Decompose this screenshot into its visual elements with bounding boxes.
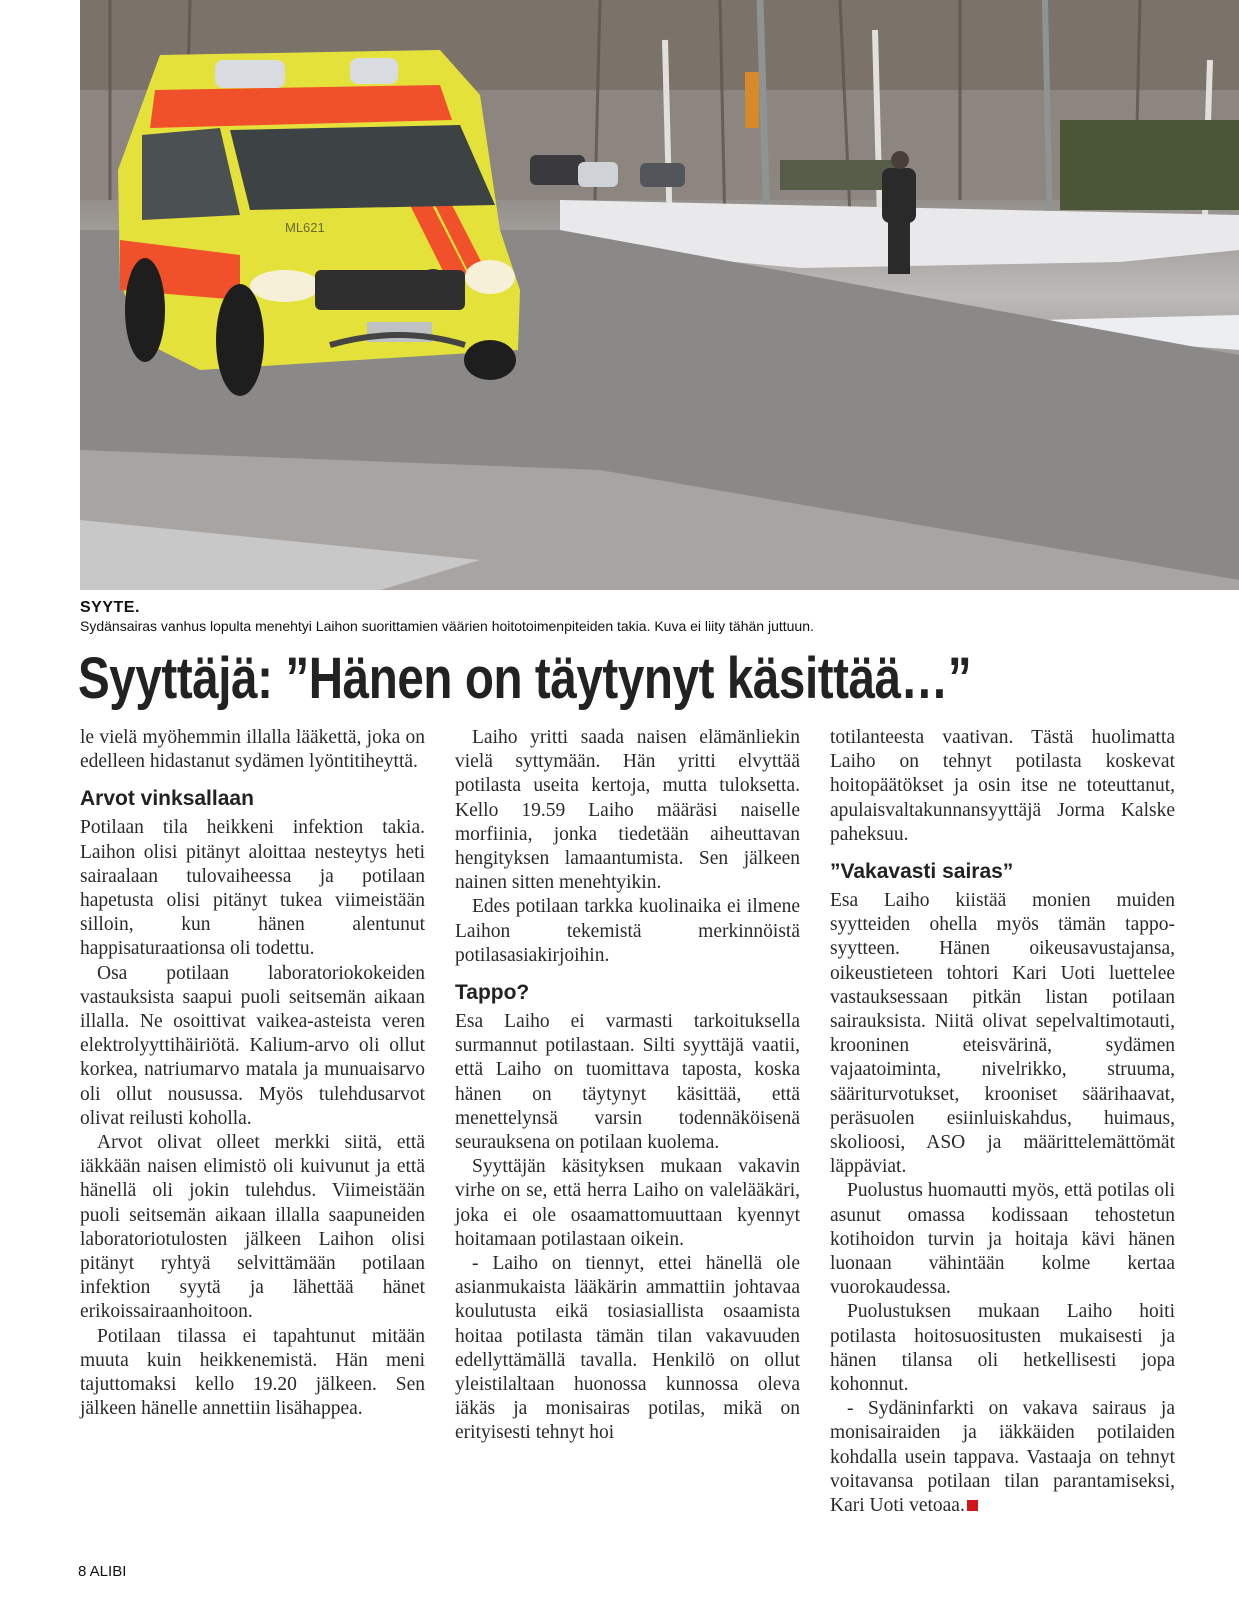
paragraph: Arvot olivat olleet merkki siitä, että iäkkään naisen elimistö oli kuivunut ja että hänellä oli jokin tulehdus. Viimeistään puoli seitsemän aikaan illalla saapuneiden laboratoriotulosten jälkeen Laihon olisi pitänyt ryhtyä selvittämään potilaan infektion syytä ja lähettää hänet erikoissairaanhoitoon. — [80, 1132, 425, 1323]
caption-text: Sydänsairas vanhus lopulta menehtyi Laihon suorittamien väärien hoitotoimenpiteiden takia. Kuva ei liity tähän juttuun. — [80, 618, 814, 634]
photo-caption — [80, 598, 1180, 636]
paragraph: - Laiho on tiennyt, ettei hänellä ole asianmukaista lääkärin ammattiin johtavaa koulutusta eikä tosiasiallista osaamista hoitaa potilasta tämän tilan vakavuuden edellyttämällä tavalla. Henkilö on ollut yleistilaltaan huonossa kunnossa oleva iäkäs ja monisairas potilas, mikä on erityisesti tehnyt hoi — [455, 1253, 800, 1444]
subheading: ”Vakavasti sairas” — [830, 860, 1014, 884]
paragraph: Potilaan tila heikkeni infektion takia. Laihon olisi pitänyt aloittaa nesteytys heti sairaalaan tulovaiheessa ja potilaan hapetusta olisi pitänyt tukea viimeistään silloin, kun hänen alentunut happisaturaationsa oli todettu. — [80, 817, 425, 960]
article-column-1 — [80, 726, 425, 1421]
paragraph-last — [830, 1397, 1175, 1518]
paragraph: Esa Laiho ei varmasti tarkoituksella surmannut potilastaan. Silti syyttäjä vaatii, että Laiho on tuomittava taposta, koska hänen on täytynyt käsittää, että menettelynsä varsin todennäköisenä seurauksena on potilaan kuolema. — [455, 1011, 800, 1154]
article-column-3 — [830, 726, 1175, 1518]
paragraph: totilanteesta vaativan. Tästä huolimatta Laiho on tehnyt potilasta koskevat hoitopäätökset ja osin itse ne toteuttanut, apulaisvaltakunnansyyttäjä Jorma Kalske paheksuu. — [830, 727, 1175, 845]
ambulance-photo — [80, 0, 1239, 590]
paragraph: Laiho yritti saada naisen elämänliekin vielä syttymään. Hän yritti elvyttää potilasta useita kertoja, mutta tuloksetta. Kello 19.59 Laiho määräsi naiselle morfiinia, jonka tiedetään aiheuttavan hengityksen lamaantumista. Sen jälkeen nainen sitten menehtyikin. — [455, 727, 800, 894]
paragraph: Syyttäjän käsityksen mukaan vakavin virhe on se, että herra Laiho on valelääkäri, joka ei ole osaamattomuuttaan kyennyt hoitamaan potilastaan oikein. — [455, 1156, 800, 1250]
paragraph: Osa potilaan laboratoriokokeiden vastauksista saapui puoli seitsemän aikaan illalla. Ne osoittivat vaikea-asteista veren elektrolyyttihäiriötä. Kalium-arvo oli ollut korkea, natriumarvo matala ja munuaisarvo oli ollut nousussa. Myös tulehdusarvot olivat reilusti koholla. — [80, 962, 425, 1129]
paragraph-last-text: - Sydäninfarkti on vakava sairaus ja monisairaiden ja iäkkäiden potilaiden kohdalla usein tappava. Vastaaja on tehnyt voitavansa potilaan tilan parantamiseksi, Kari Uoti vetoaa. — [830, 1398, 1175, 1517]
paragraph: Potilaan tilassa ei tapahtunut mitään muuta kuin heikkenemistä. Hän meni tajuttomaksi kello 19.20 jälkeen. Sen jälkeen hänelle annettiin lisähappea. — [80, 1325, 425, 1420]
paragraph: le vielä myöhemmin illalla lääkettä, joka on edelleen hidastanut sydämen lyöntitiheyttä. — [80, 727, 425, 773]
subheading: Tappo? — [455, 981, 530, 1005]
paragraph: Puolustus huomautti myös, että potilas oli asunut omassa kodissaan tehostetun kotihoidon turvin ja hoitaja kävi hänen luonaan vähintään kolme kertaa vuorokaudessa. — [830, 1180, 1175, 1299]
page-footer: 8 ALIBI — [78, 1563, 127, 1580]
subheading: Arvot vinksallaan — [80, 787, 254, 811]
paragraph: Edes potilaan tarkka kuolinaika ei ilmene Laihon tekemistä merkinnöistä potilasasiakirjoihin. — [455, 896, 800, 966]
ambulance-photo-illustration — [80, 0, 1239, 590]
article-headline: Syyttäjä: ”Hänen on täytynyt käsittää…” — [78, 646, 972, 711]
paragraph: Puolustuksen mukaan Laiho hoiti potilasta hoitosuositusten mukaisesti ja hänen tilansa oli hetkellisesti jopa kohonnut. — [830, 1301, 1175, 1396]
caption-kicker: SYYTE. — [80, 599, 140, 616]
paragraph: Esa Laiho kiistää monien muiden syytteiden ohella myös tämän tapposyytteen. Hänen oikeusavustajansa, oikeustieteen tohtori Kari Uoti luettelee vastauksessaan pitkän listan potilaan sairauksista. Niitä olivat sepelvaltimotauti, krooninen eteisvärinä, sydämen vajaatoiminta, nivelrikko, struuma, sääriturvotukset, krooniset säärihaavat, peräsuolen esiinluiskahdus, huimaus, skolioosi, ASO ja määrittelemättömät läppäviat. — [830, 890, 1175, 1178]
ambulance-plate-label: ML621 — [285, 220, 325, 235]
end-mark-icon — [967, 1500, 978, 1511]
ambulance — [118, 50, 520, 396]
article-column-2 — [455, 726, 800, 1446]
